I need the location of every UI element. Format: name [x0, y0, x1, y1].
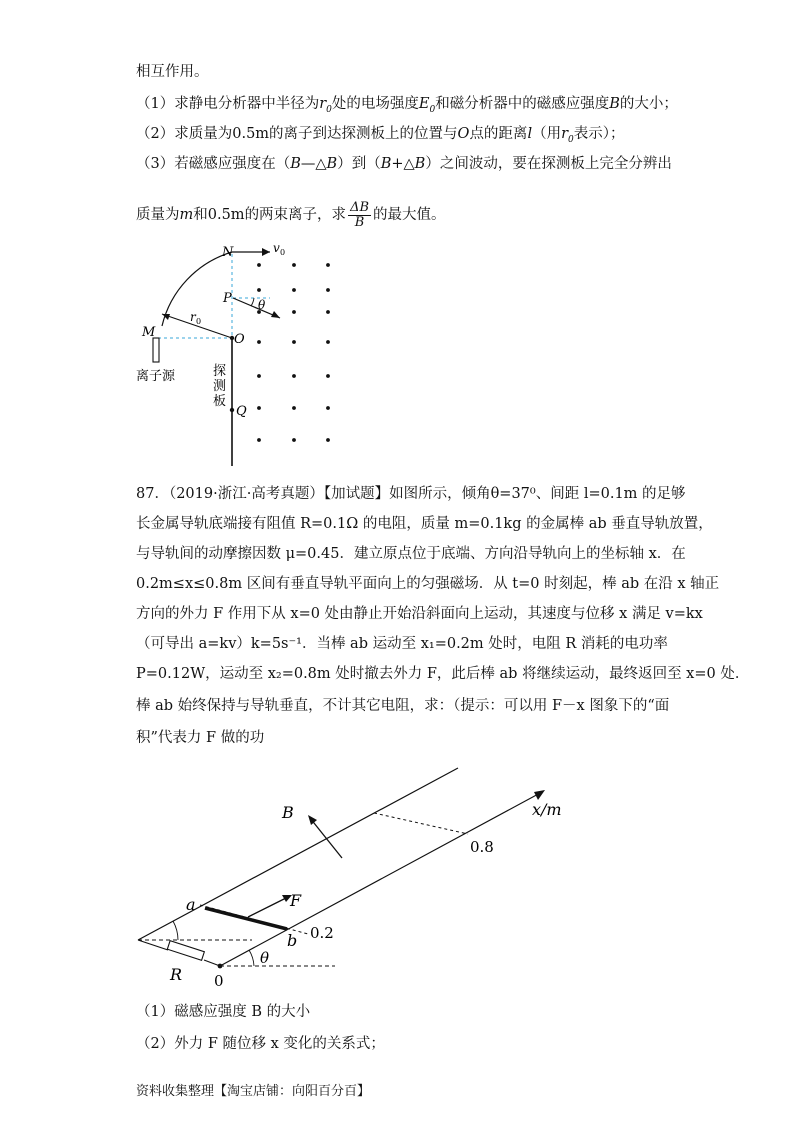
problem-87-line: 87．（2019·浙江·高考真题）【加试题】如图所示，倾角θ=37⁰、间距 l=0.1m 的足够 — [136, 486, 686, 502]
angle-arc-upper — [173, 921, 178, 940]
label-N: N — [222, 245, 234, 260]
label-P: P — [223, 291, 232, 306]
label-0.2: 0.2 — [310, 924, 334, 942]
question-3-cont: 质量为m和0.5m的两束离子，求 $\frac{\Delta B}{B}$ 的最大值。 — [136, 199, 446, 230]
text-line: 相互作用。 — [136, 64, 209, 80]
problem-87-line: 长金属导轨底端接有阻值 R=0.1Ω 的电阻，质量 m=0.1kg 的金属棒 ab 垂直导轨放置， — [136, 516, 713, 532]
resistor-R — [167, 941, 204, 961]
label-ion-source: 离子源 — [136, 369, 176, 384]
point-Q — [230, 408, 234, 412]
force-F-arrow — [248, 896, 290, 917]
question-2: （2）求质量为0.5m的离子到达探测板上的位置与O点的距离l（用$r_0$表示）； — [136, 126, 625, 145]
fraction: $\frac{\Delta B}{B}$ — [350, 199, 370, 230]
B-field-arrow — [310, 818, 342, 858]
label-theta: θ — [258, 298, 266, 312]
incline-rails-figure — [130, 760, 590, 990]
rail-upper — [138, 768, 458, 940]
rail-lower — [220, 792, 542, 966]
label-origin: 0 — [214, 972, 224, 990]
subquestion-1: （1）磁感应强度 B 的大小 — [136, 1004, 311, 1020]
label-v0-sub: 0 — [280, 248, 286, 257]
problem-87-line: 0.2m≤x≤0.8m 区间有垂直导轨平面向上的匀强磁场．从 t=0 时刻起，棒 ab 在沿 x 轴正 — [136, 576, 720, 592]
v0-arrowhead — [262, 248, 270, 256]
problem-87-line: （可导出 a=kv）k=5s⁻¹．当棒 ab 运动至 x₁=0.2m 处时，电阻 R 消耗的电功率 — [136, 636, 668, 652]
question-1: （1）求静电分析器中半径为$r_0$处的电场强度$E_0$和磁分析器中的磁感应强度B的大小； — [136, 96, 678, 115]
theta-arc — [251, 298, 254, 306]
x-axis-arrowhead — [534, 790, 545, 800]
label-Q: Q — [236, 404, 247, 419]
problem-87-line: 棒 ab 始终保持与导轨垂直，不计其它电阻，求：（提示：可以用 F－x 图象下的“面 — [136, 698, 670, 714]
problem-87-line: 方向的外力 F 作用下从 x=0 处由静止开始沿斜面向上运动，其速度与位移 x 满足 v=kx — [136, 606, 703, 622]
B-field-arrowhead — [308, 815, 317, 825]
label-B: B — [282, 803, 294, 822]
problem-87-line: 积”代表力 F 做的功 — [136, 730, 265, 746]
label-0.8: 0.8 — [470, 838, 494, 856]
label-theta: θ — [260, 949, 270, 967]
angle-arc-lower — [249, 950, 254, 966]
label-a: a — [186, 895, 196, 914]
label-b: b — [287, 931, 298, 950]
label-plate-3: 板 — [213, 394, 227, 409]
ion-path-arc — [162, 252, 232, 326]
subquestion-2: （2）外力 F 随位移 x 变化的关系式； — [136, 1036, 385, 1052]
metal-bar-ab — [205, 908, 287, 929]
label-F: F — [290, 891, 302, 910]
velocity-arrowhead-P — [271, 311, 280, 318]
problem-87-line: 与导轨间的动摩擦因数 μ=0.45．建立原点位于底端、方向沿导轨向上的坐标轴 x．在 — [136, 546, 686, 562]
label-M: M — [142, 325, 156, 340]
label-x-m: x/m — [532, 800, 562, 819]
question-3: （3）若磁感应强度在（B—△B）到（B+△B）之间波动，要在探测板上完全分辨出 — [136, 156, 672, 172]
label-v0: v — [273, 241, 280, 255]
bottom-wire — [138, 940, 168, 950]
label-plate-2: 测 — [213, 379, 227, 394]
label-plate-1: 探 — [213, 364, 227, 379]
radius-arrowhead — [162, 314, 170, 320]
label-r0: r — [190, 310, 196, 324]
label-R: R — [170, 965, 183, 984]
problem-87-line: P=0.12W，运动至 x₂=0.8m 处时撤去外力 F，此后棒 ab 将继续运动，最终返回至 x=0 处． — [136, 666, 750, 682]
label-r0-sub: 0 — [196, 317, 202, 326]
ion-source — [153, 338, 159, 362]
label-O: O — [234, 332, 245, 347]
magnetic-field-dots — [257, 263, 330, 442]
origin-point — [218, 964, 223, 969]
dashed-0.8 — [374, 813, 468, 834]
bottom-wire-2 — [204, 960, 220, 966]
footer: 资料收集整理【淘宝店铺：向阳百分百】 — [136, 1084, 371, 1099]
mass-spectrometer-figure — [130, 240, 350, 472]
